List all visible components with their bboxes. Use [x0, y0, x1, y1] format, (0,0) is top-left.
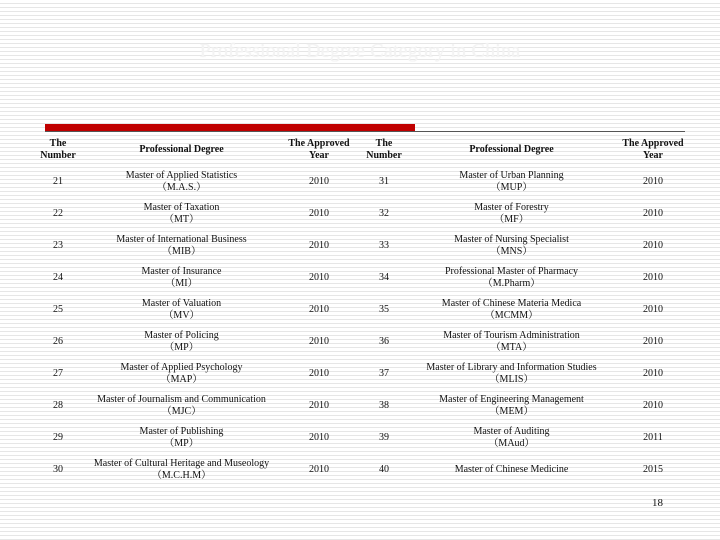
degree-cell-right	[409, 166, 614, 198]
degree-name: Professional Master of Pharmacy	[444, 266, 579, 277]
degree-name: Master of Forestry	[474, 202, 549, 213]
approved-year-right: 2011	[643, 432, 663, 443]
row-number-left: 27	[53, 368, 63, 379]
approved-year-left: 2010	[309, 336, 329, 347]
approved-year-left: 2010	[309, 272, 329, 283]
row-number-right: 31	[379, 176, 389, 187]
header-number-left	[32, 134, 84, 166]
approved-year-right: 2010	[643, 304, 663, 315]
degree-table	[32, 134, 692, 486]
approved-year-right: 2010	[643, 176, 663, 187]
row-number-left: 30	[53, 464, 63, 475]
approved-year-left: 2010	[309, 400, 329, 411]
degree-name: Master of Policing	[144, 330, 219, 341]
degree-abbreviation: （MIB）	[162, 246, 201, 257]
degree-cell-left	[84, 390, 279, 422]
table-row	[32, 294, 692, 326]
row-number-right: 36	[379, 336, 389, 347]
degree-abbreviation: （MJC）	[161, 406, 202, 417]
degree-abbreviation: （MLIS）	[489, 374, 534, 385]
degree-abbreviation: （MT）	[164, 214, 199, 225]
degree-cell-left	[84, 422, 279, 454]
header-number-right-line2: Number	[366, 150, 402, 161]
table-row	[32, 198, 692, 230]
degree-name: Master of Cultural Heritage and Museology	[93, 458, 270, 469]
degree-name: Master of Auditing	[473, 426, 550, 437]
degree-cell-right	[409, 326, 614, 358]
degree-cell-right	[409, 230, 614, 262]
degree-cell-right	[409, 294, 614, 326]
approved-year-right: 2015	[643, 464, 663, 475]
degree-name: Master of International Business	[116, 234, 247, 245]
table-row	[32, 326, 692, 358]
degree-name: Master of Applied Statistics	[125, 170, 238, 181]
degree-cell-left	[84, 326, 279, 358]
degree-cell-right	[409, 390, 614, 422]
approved-year-left: 2010	[309, 464, 329, 475]
approved-year-right: 2010	[643, 240, 663, 251]
degree-abbreviation: （M.Pharm）	[482, 278, 541, 289]
degree-abbreviation: （MTA）	[490, 342, 533, 353]
degree-abbreviation: （MP）	[164, 438, 199, 449]
approved-year-left: 2010	[309, 240, 329, 251]
row-number-left: 25	[53, 304, 63, 315]
header-degree-right: Professional Degree	[469, 144, 554, 155]
approved-year-right: 2010	[643, 208, 663, 219]
approved-year-left: 2010	[309, 304, 329, 315]
table-row	[32, 454, 692, 486]
table-row	[32, 166, 692, 198]
header-number-right	[359, 134, 409, 166]
row-number-right: 35	[379, 304, 389, 315]
row-number-left: 21	[53, 176, 63, 187]
header-year-left-line1: The Approved	[288, 138, 350, 149]
row-number-right: 38	[379, 400, 389, 411]
degree-name: Master of Engineering Management	[439, 394, 584, 405]
degree-cell-left	[84, 262, 279, 294]
degree-name: Master of Nursing Specialist	[454, 234, 569, 245]
header-number-left-line1: The	[49, 138, 67, 149]
header-degree-left: Professional Degree	[139, 144, 224, 155]
header-number-left-line2: Number	[40, 150, 76, 161]
degree-cell-right	[409, 198, 614, 230]
row-number-left: 26	[53, 336, 63, 347]
approved-year-left: 2010	[309, 176, 329, 187]
row-number-right: 37	[379, 368, 389, 379]
degree-name: Master of Tourism Administration	[443, 330, 580, 341]
row-number-left: 24	[53, 272, 63, 283]
degree-abbreviation: （MI）	[165, 278, 198, 289]
row-number-right: 34	[379, 272, 389, 283]
degree-cell-right	[409, 454, 614, 486]
degree-name: Master of Applied Psychology	[120, 362, 243, 373]
slide-title: Professional Degree Category in China	[199, 40, 521, 62]
degree-cell-left	[84, 454, 279, 486]
approved-year-left: 2010	[309, 208, 329, 219]
approved-year-right: 2010	[643, 272, 663, 283]
header-year-left-line2: Year	[309, 150, 329, 161]
header-number-right-line1: The	[375, 138, 393, 149]
degree-cell-right	[409, 422, 614, 454]
table-row	[32, 262, 692, 294]
degree-cell-right	[409, 358, 614, 390]
title-divider-line	[45, 131, 685, 132]
row-number-right: 32	[379, 208, 389, 219]
degree-abbreviation: （MNS）	[490, 246, 533, 257]
degree-cell-right	[409, 262, 614, 294]
degree-name: Master of Valuation	[141, 298, 222, 309]
row-number-right: 39	[379, 432, 389, 443]
degree-abbreviation: （MCMM）	[484, 310, 539, 321]
degree-name: Master of Urban Planning	[459, 170, 564, 181]
degree-cell-left	[84, 166, 279, 198]
approved-year-left: 2010	[309, 368, 329, 379]
degree-cell-left	[84, 198, 279, 230]
approved-year-right: 2010	[643, 368, 663, 379]
table-body	[32, 166, 692, 486]
row-number-right: 40	[379, 464, 389, 475]
row-number-left: 22	[53, 208, 63, 219]
header-year-right-line1: The Approved	[622, 138, 684, 149]
degree-abbreviation: （MEM）	[489, 406, 534, 417]
page-number: 18	[652, 497, 663, 509]
degree-abbreviation: （MP）	[164, 342, 199, 353]
header-year-left	[279, 134, 359, 166]
degree-abbreviation: （MAP）	[160, 374, 203, 385]
header-year-right	[614, 134, 692, 166]
degree-cell-left	[84, 358, 279, 390]
degree-cell-left	[84, 230, 279, 262]
table-row	[32, 230, 692, 262]
table-row	[32, 390, 692, 422]
row-number-left: 23	[53, 240, 63, 251]
degree-abbreviation: （MUP）	[490, 182, 533, 193]
row-number-right: 33	[379, 240, 389, 251]
row-number-left: 28	[53, 400, 63, 411]
degree-abbreviation: （M.A.S.）	[156, 182, 207, 193]
degree-abbreviation: （MF）	[494, 214, 529, 225]
approved-year-right: 2010	[643, 336, 663, 347]
approved-year-left: 2010	[309, 432, 329, 443]
degree-name: Master of Library and Information Studies	[426, 362, 597, 373]
row-number-left: 29	[53, 432, 63, 443]
table-header-row	[32, 134, 692, 166]
degree-abbreviation: （MAud）	[488, 438, 535, 449]
degree-cell-left	[84, 294, 279, 326]
degree-abbreviation: （M.C.H.M）	[151, 470, 212, 481]
table-row	[32, 358, 692, 390]
degree-abbreviation: （MV）	[163, 310, 200, 321]
degree-name: Master of Journalism and Communication	[97, 394, 266, 405]
header-year-right-line2: Year	[643, 150, 663, 161]
degree-name: Master of Publishing	[139, 426, 224, 437]
table-row	[32, 422, 692, 454]
degree-name: Master of Chinese Materia Medica	[441, 298, 582, 309]
degree-name: Master of Taxation	[143, 202, 220, 213]
degree-name: Master of Chinese Medicine	[454, 464, 569, 475]
degree-name: Master of Insurance	[141, 266, 222, 277]
approved-year-right: 2010	[643, 400, 663, 411]
